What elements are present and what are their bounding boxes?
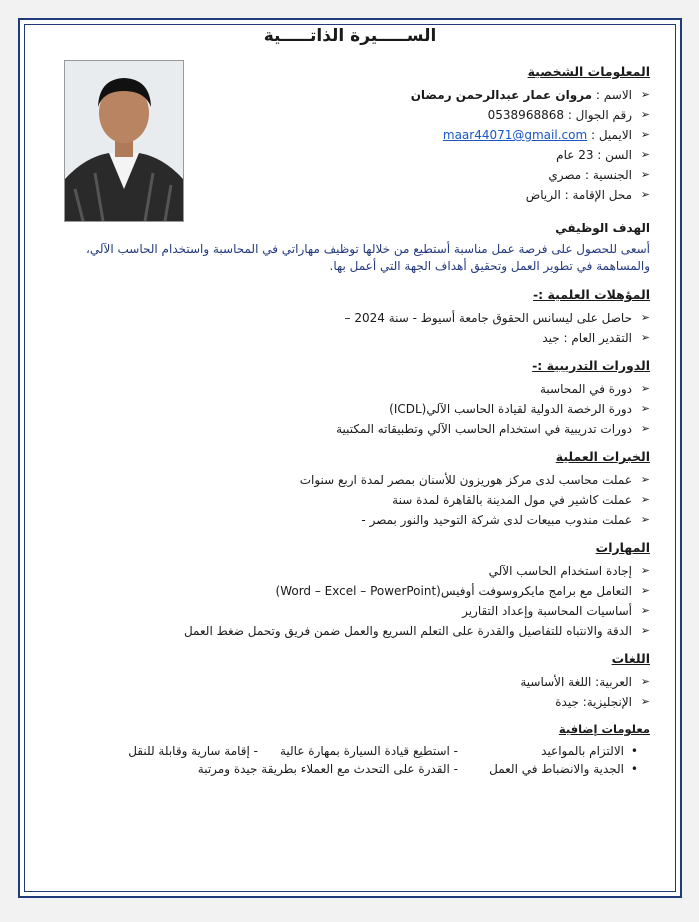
list-item: ➢ إجادة استخدام الحاسب الآلي (72, 561, 650, 581)
list-item (72, 125, 650, 145)
nationality-label: الجنسية : (581, 168, 632, 182)
table-row (72, 742, 650, 760)
personal-info-heading: المعلومات الشخصية (527, 64, 650, 79)
list-item: ➢ التقدير العام : جيد (72, 328, 650, 348)
nationality-value: مصري (548, 168, 582, 182)
list-item: ➢ عملت كاشير في مول المدينة بالقاهرة لمدة سنة (72, 490, 650, 510)
table-cell: - إقامة سارية وقابلة للنقل (128, 744, 258, 758)
list-item: ➢ عملت مندوب مبيعات لدى شركة التوحيد والنور بمصر - (72, 510, 650, 530)
cv-content (72, 60, 650, 778)
table-cell: - القدرة على التحدث مع العملاء بطريقة جيدة ومرتبة (197, 762, 458, 776)
residence-label: محل الإقامة : (560, 188, 632, 202)
list-item (72, 105, 650, 125)
education-list (72, 308, 650, 348)
list-item: ➢ حاصل على ليسانس الحقوق جامعة أسيوط - سنة 2024 – (72, 308, 650, 328)
list-item: ➢ دورات تدريبية في استخدام الحاسب الآلي وتطبيقاته المكتبية (72, 419, 650, 439)
residence-value: الرياض (525, 188, 561, 202)
objective-text: أسعى للحصول على فرصة عمل مناسبة أستطيع من خلالها توظيف مهاراتي في المحاسبة واستخدام الحاسب الآلي، والمساهمة في تطوير العمل وتحقيق أهداف الجهة التي أعمل بها. (85, 242, 650, 273)
email-link[interactable]: maar44071@gmail.com (442, 128, 588, 142)
table-cell: •الالتزام بالمواعيد (541, 744, 638, 758)
personal-info-list (72, 85, 650, 205)
extra-info-table (72, 742, 650, 778)
phone-value: 0538968868 (487, 108, 564, 122)
extra-info-heading: معلومات إضافية (558, 722, 650, 736)
cv-title: الســـــيرة الذاتـــــية (263, 26, 437, 46)
table-cell: •الجدية والانضباط في العمل (489, 762, 638, 776)
age-label: السن : (593, 148, 632, 162)
list-item: ➢ الإنجليزية: جيدة (72, 692, 650, 712)
phone-label: رقم الجوال : (564, 108, 632, 122)
name-label: الاسم : (592, 88, 632, 102)
name-value: مروان عمار عبدالرحمن رمضان (410, 88, 593, 102)
list-item (72, 85, 650, 105)
list-item: ➢ أساسيات المحاسبة وإعداد التقارير (72, 601, 650, 621)
languages-heading: اللغات (611, 651, 650, 666)
age-value: 23 عام (556, 148, 594, 162)
list-item (72, 165, 650, 185)
education-heading: المؤهلات العلمية :- (532, 287, 650, 302)
languages-list (72, 672, 650, 712)
courses-list (72, 379, 650, 439)
bullet-icon: • (630, 762, 638, 776)
cv-page (18, 18, 682, 898)
list-item: ➢ دورة في المحاسبة (72, 379, 650, 399)
objective-heading: الهدف الوظيفي (555, 221, 650, 235)
list-item: ➢ الدقة والانتباه للتفاصيل والقدرة على التعلم السريع والعمل ضمن فريق وتحمل ضغط العمل (72, 621, 650, 641)
list-item: ➢ دورة الرخصة الدولية لقيادة الحاسب الآلي(ICDL) (72, 399, 650, 419)
table-row (72, 760, 650, 778)
list-item: ➢ عملت محاسب لدى مركز هوريزون للأسنان بمصر لمدة اربع سنوات (72, 470, 650, 490)
list-item: ➢ التعامل مع برامج مايكروسوفت أوفيس(Word – Excel – PowerPoint) (72, 581, 650, 601)
skills-list (72, 561, 650, 641)
courses-heading: الدورات التدريبية :- (532, 358, 650, 373)
experience-heading: الخبرات العملية (555, 449, 650, 464)
table-cell: - استطيع قيادة السيارة بمهارة عالية (279, 744, 458, 758)
email-label: الايميل : (587, 128, 632, 142)
list-item: ➢ العربية: اللغة الأساسية (72, 672, 650, 692)
skills-heading: المهارات (595, 540, 650, 555)
list-item (72, 145, 650, 165)
bullet-icon: • (630, 744, 638, 758)
experience-list (72, 470, 650, 530)
list-item (72, 185, 650, 205)
